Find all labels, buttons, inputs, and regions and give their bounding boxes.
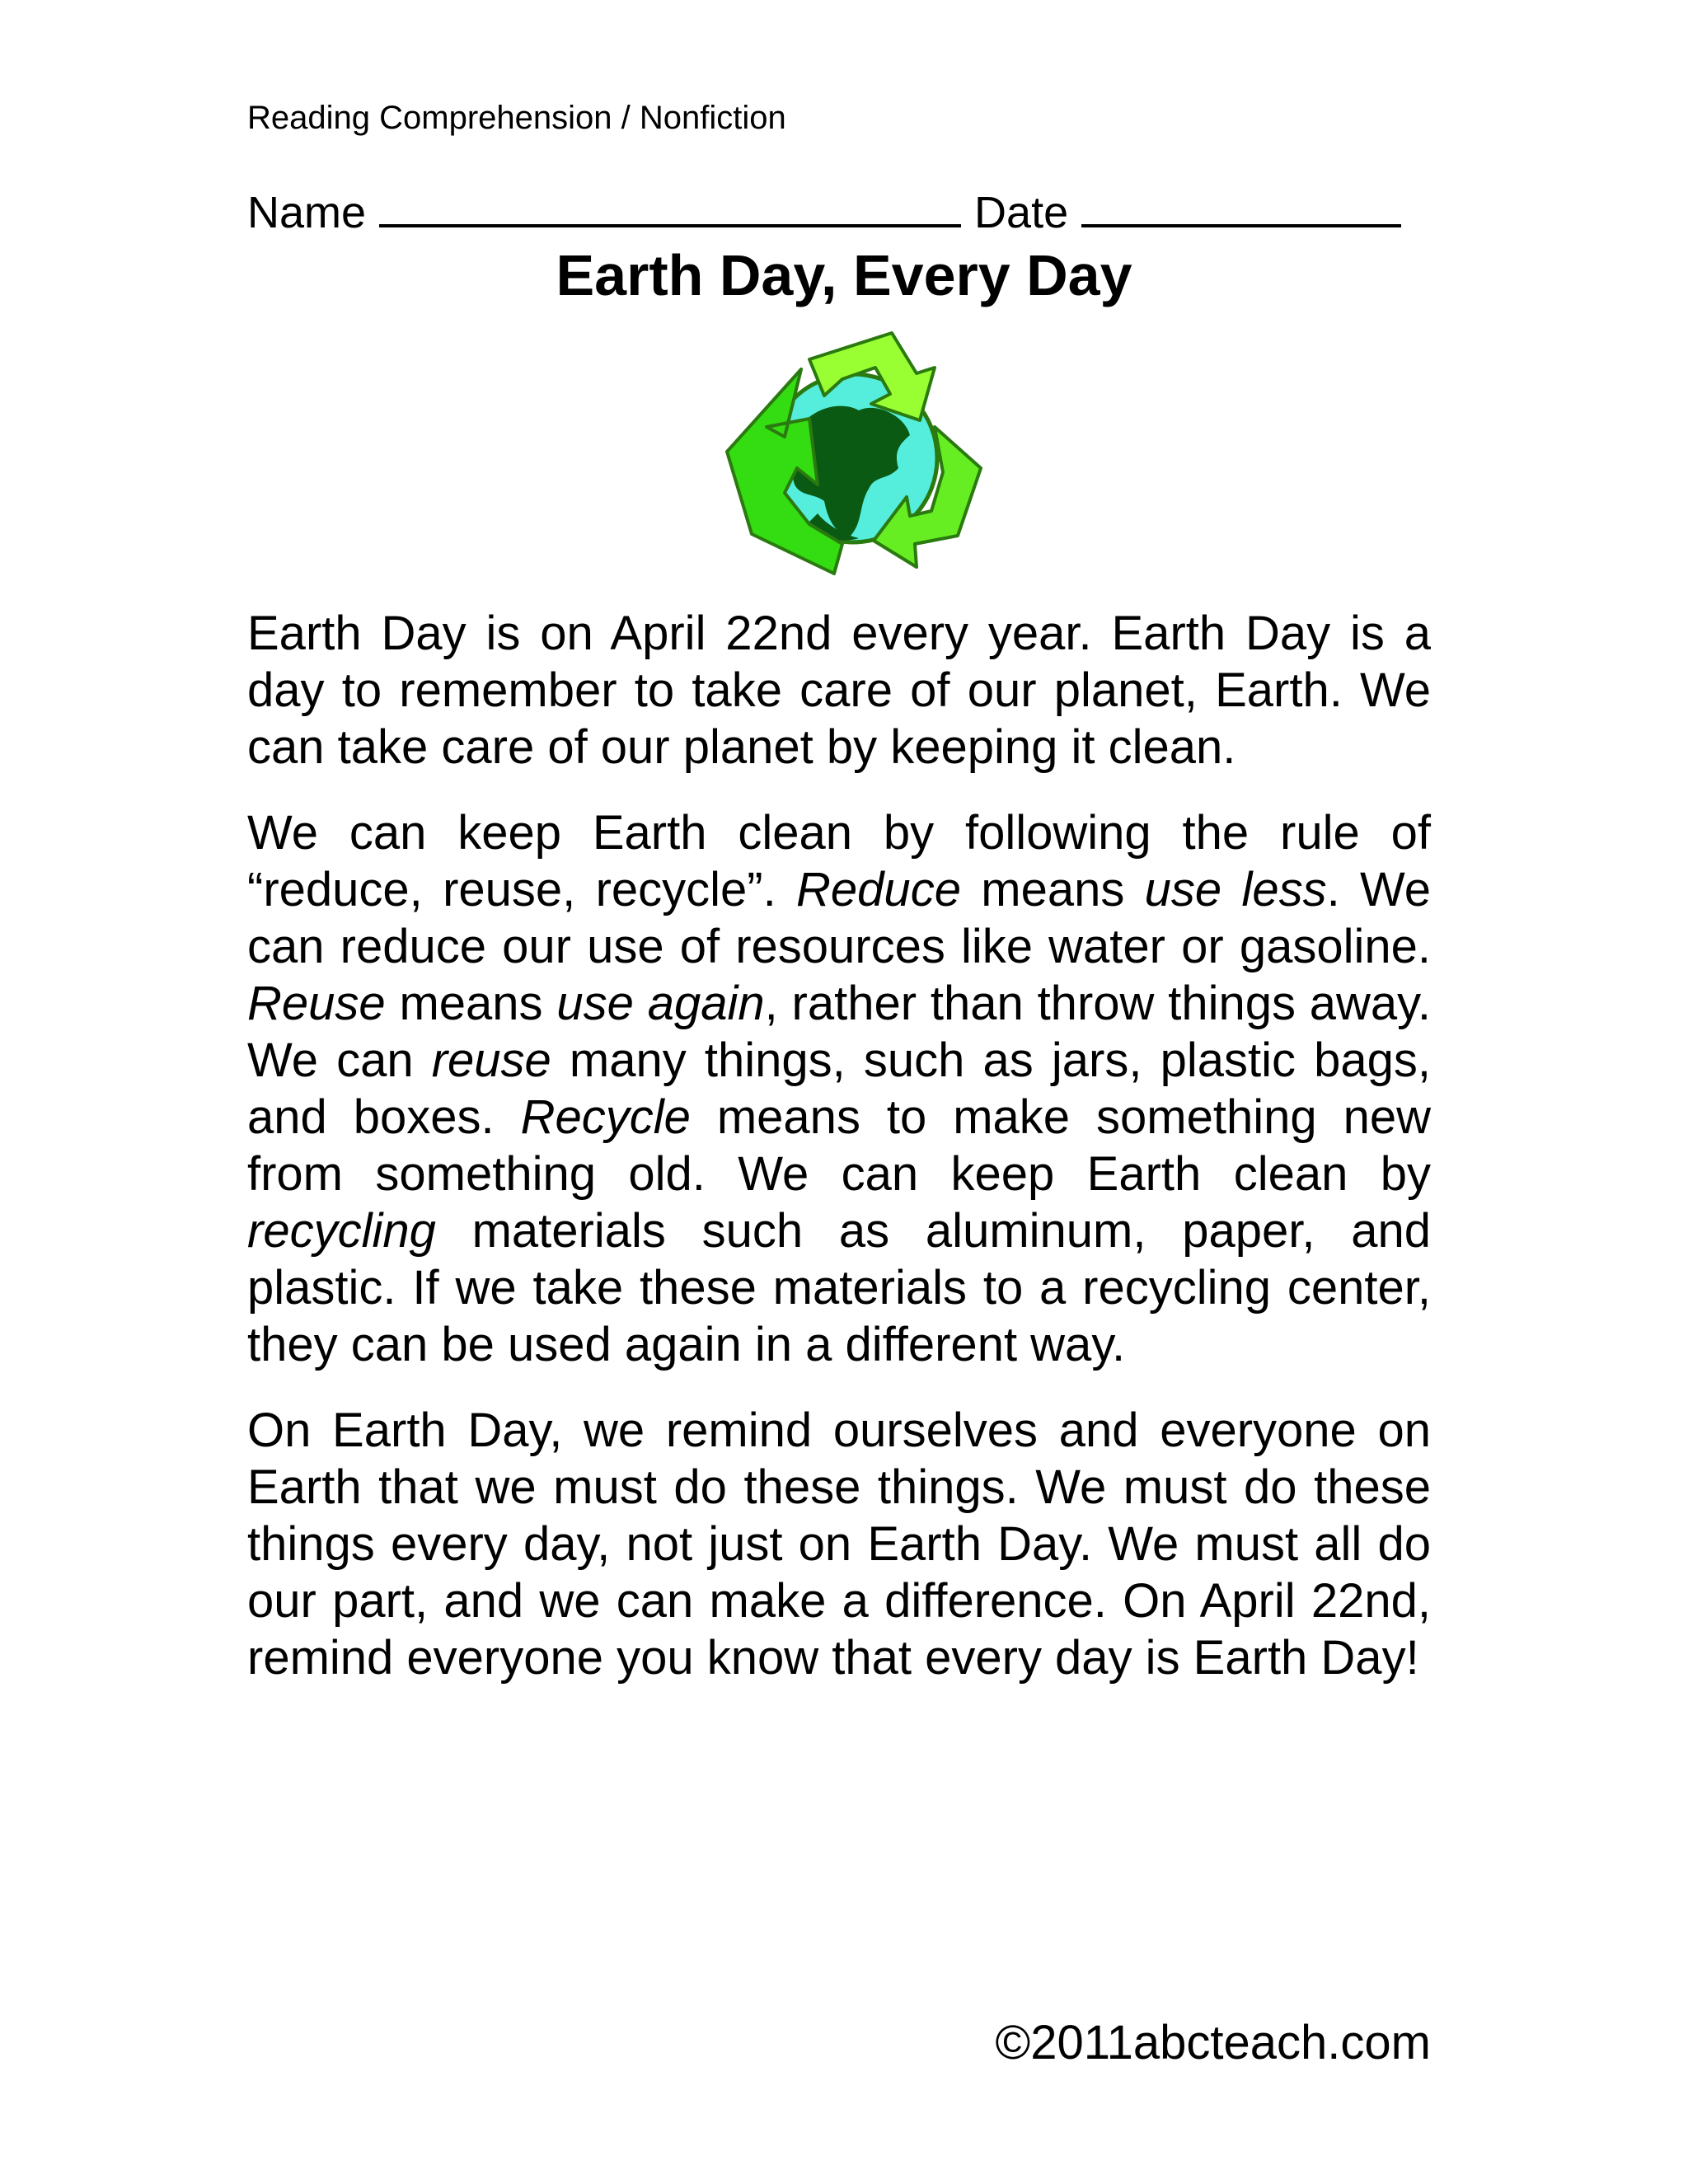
italic-term: Reduce	[796, 863, 961, 916]
recycle-globe-icon	[719, 328, 987, 583]
italic-term: use less	[1144, 863, 1327, 916]
italic-term: Recycle	[520, 1090, 691, 1144]
italic-term: recycling	[247, 1204, 436, 1258]
text-run: many things, such as jars, plastic bags, and boxes.	[247, 1033, 1431, 1144]
italic-term: use again	[556, 977, 765, 1030]
article-body	[247, 605, 1431, 1715]
text-run: We can keep Earth clean by following the rule of “reduce, reuse, recycle”.	[247, 806, 1431, 916]
italic-term: Reuse	[247, 977, 386, 1030]
text-run: materials such as aluminum, paper, and plastic. If we take these materials to a recycling center, they can be used again in a different way.	[247, 1204, 1431, 1371]
text-run: means	[960, 863, 1145, 916]
text-run: means to make something new from something old. We can keep Earth clean by	[247, 1090, 1431, 1201]
page-title: Earth Day, Every Day	[556, 243, 1132, 307]
date-label: Date	[974, 188, 1069, 237]
text-run: , rather than throw things away. We can	[247, 977, 1431, 1087]
copyright-notice: ©2011abcteach.com	[995, 2016, 1431, 2069]
paragraph-3: On Earth Day, we remind ourselves and everyone on Earth that we must do these things. We must do these things every day, not just on Earth Day. We must all do our part, and we can make a difference. On April 22nd, remind everyone you know that every day is Earth Day!	[247, 1404, 1431, 1685]
italic-term: reuse	[431, 1033, 551, 1087]
paragraph-1: Earth Day is on April 22nd every year. Earth Day is a day to remember to take care of our planet, Earth. We can take care of our planet by keeping it clean.	[247, 607, 1431, 774]
text-run: . We can reduce our use of resources like water or gasoline.	[247, 863, 1431, 973]
date-blank	[1081, 186, 1401, 227]
name-date-line	[247, 186, 1401, 239]
name-label: Name	[247, 188, 367, 237]
category-label: Reading Comprehension / Nonfiction	[247, 100, 786, 136]
name-blank	[379, 186, 961, 227]
text-run: means	[385, 977, 557, 1030]
paragraph-2	[247, 804, 1431, 1373]
